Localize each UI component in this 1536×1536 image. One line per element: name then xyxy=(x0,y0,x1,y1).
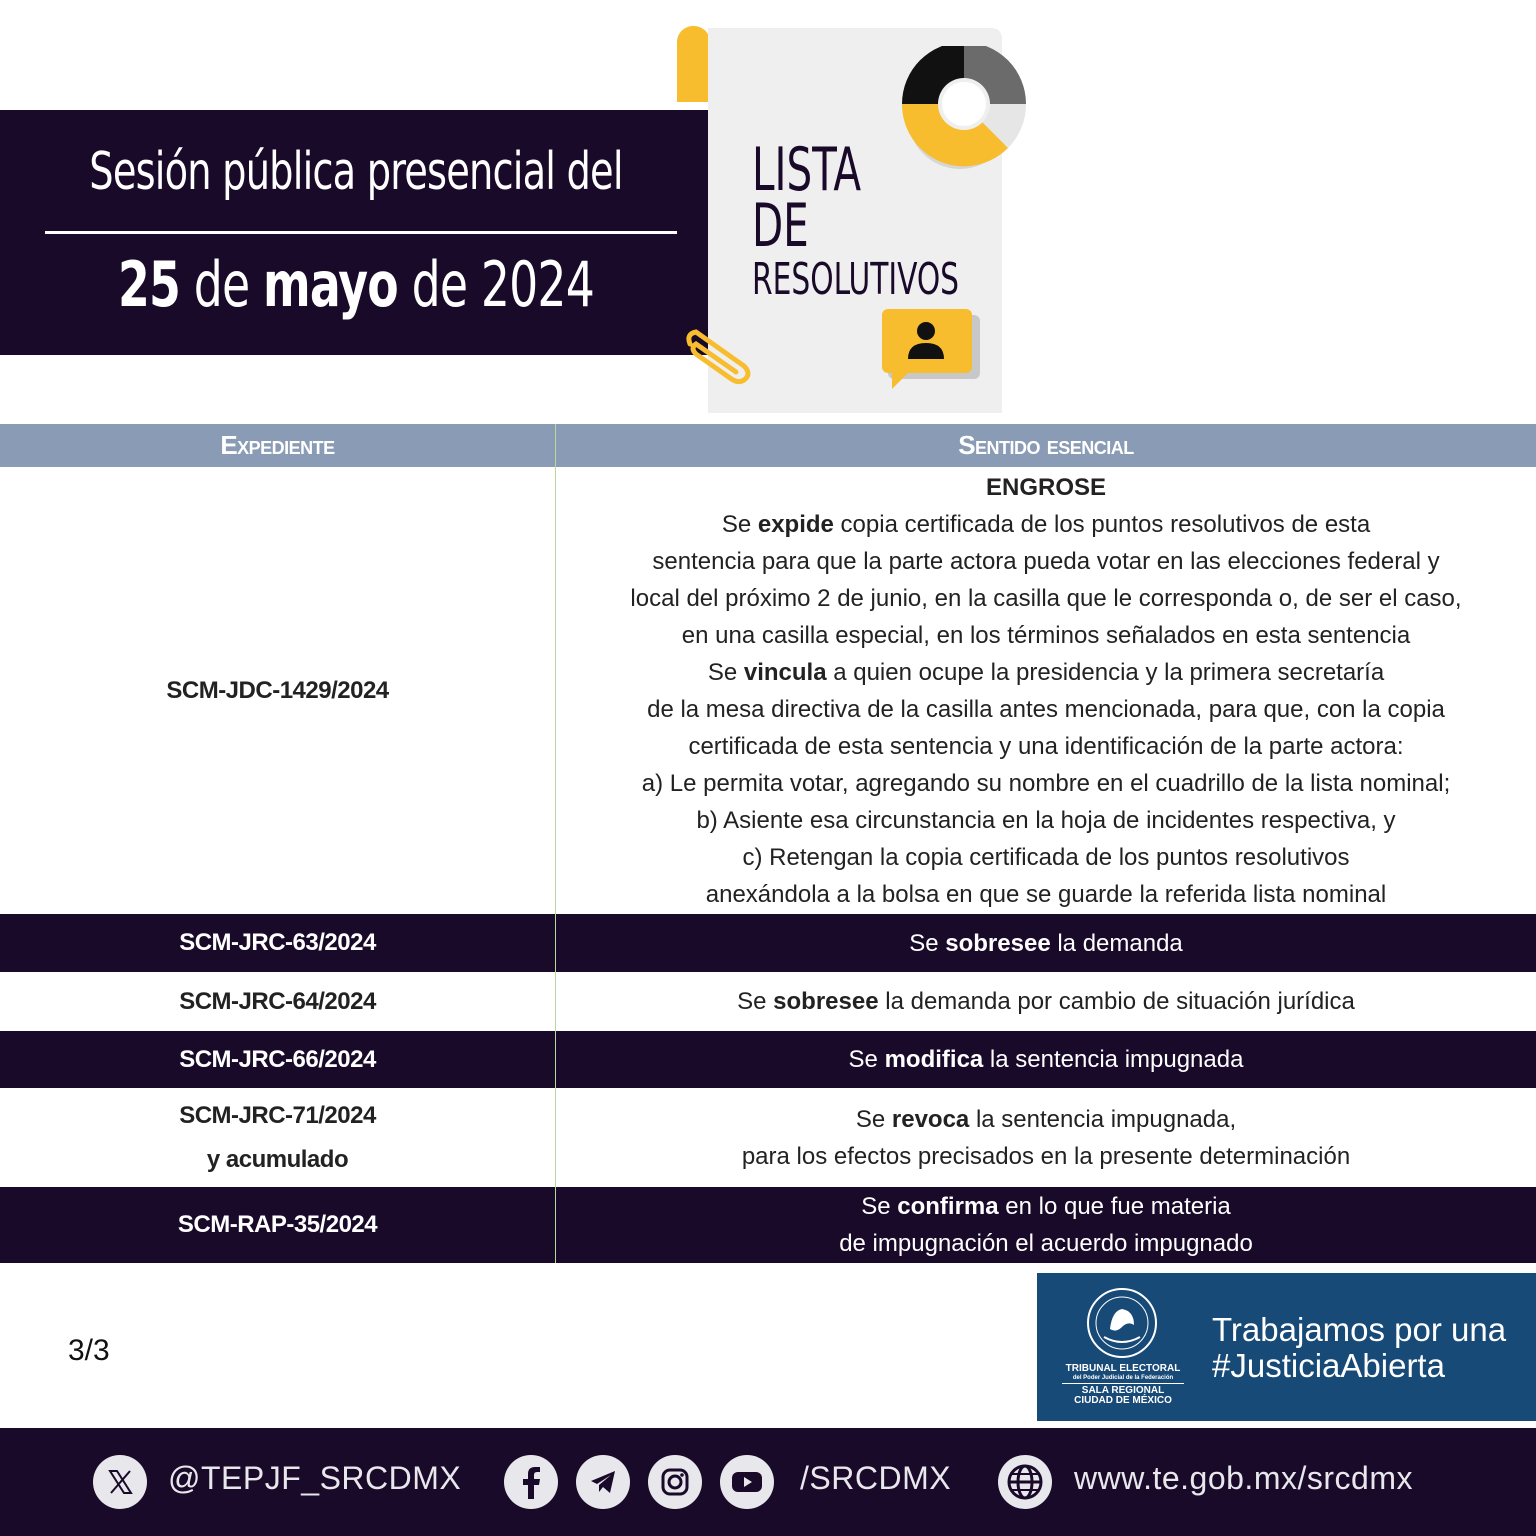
text-span: Se xyxy=(855,1105,892,1133)
date-de: de xyxy=(180,248,263,321)
page-number: 3/3 xyxy=(68,1334,110,1367)
expediente-id: SCM-JRC-66/2024 xyxy=(179,1045,376,1073)
session-date xyxy=(64,248,648,321)
sentido-line: local del próximo 2 de junio, en la casilla que le corresponda o, de ser el caso, xyxy=(630,585,1462,612)
text-span: la demanda por cambio de situación jurídica xyxy=(878,988,1355,1015)
expediente-suffix: y acumulado xyxy=(206,1145,349,1173)
document-tab xyxy=(677,26,710,102)
sentido-line: sentencia para que la parte actora pueda votar en las elecciones federal y xyxy=(652,548,1440,575)
document-title xyxy=(752,135,1028,305)
text-span: Se xyxy=(861,1193,898,1220)
sentido-line xyxy=(909,925,1183,962)
table-row xyxy=(0,914,1536,972)
table-header xyxy=(0,424,1536,467)
sentido-line: a) Le permita votar, agregando su nombre en el cuadrillo de la lista nominal; xyxy=(641,770,1451,797)
telegram-icon[interactable] xyxy=(576,1455,630,1509)
sentido-cell xyxy=(556,1031,1536,1088)
banner-divider xyxy=(45,231,677,234)
tribunal-name xyxy=(1062,1364,1184,1407)
date-month: mayo xyxy=(262,248,398,321)
header-sentido: Sentido esencial xyxy=(958,430,1134,460)
slogan-line1: Trabajamos por una xyxy=(1212,1311,1507,1348)
keyword: sobresee xyxy=(945,929,1051,957)
sentido-line: b) Asiente esa circunstancia en la hoja de incidentes respectiva, y xyxy=(696,807,1396,834)
resolutions-table xyxy=(0,424,1536,1263)
sentido-line: para los efectos precisados en la presente determinación xyxy=(741,1142,1351,1170)
sentido-cell xyxy=(556,467,1536,914)
expediente-cell xyxy=(0,972,556,1031)
keyword: modifica xyxy=(884,1046,984,1073)
sentido-line: anexándola a la bolsa en que se guarde la referida lista nominal xyxy=(705,881,1387,908)
national-seal-icon xyxy=(1082,1285,1162,1365)
table-row xyxy=(0,1187,1536,1263)
sentido-line xyxy=(986,469,1106,506)
table-row xyxy=(0,972,1536,1031)
sentido-cell xyxy=(556,1088,1536,1187)
sentido-line xyxy=(849,1041,1244,1078)
sentido-line: c) Retengan la copia certificada de los puntos resolutivos xyxy=(742,844,1350,871)
user-chat-bubble-icon xyxy=(878,305,983,393)
paperclip-icon xyxy=(682,326,754,388)
x-handle-link[interactable]: @TEPJF_SRCDMX xyxy=(168,1460,462,1496)
tribunal-name-line4: CIUDAD DE MÉXICO xyxy=(1074,1395,1172,1407)
text-span: Se xyxy=(848,1046,885,1073)
text-span: Se xyxy=(707,659,744,686)
date-year: 2024 xyxy=(480,248,594,321)
session-title: Sesión pública presencial del xyxy=(89,142,623,202)
keyword: revoca xyxy=(891,1105,970,1133)
sentido-cell xyxy=(556,972,1536,1031)
sentido-line: de impugnación el acuerdo impugnado xyxy=(839,1230,1253,1257)
tribunal-name-line1: TRIBUNAL ELECTORAL xyxy=(1065,1363,1181,1374)
keyword: expide xyxy=(757,511,834,538)
tribunal-slogan xyxy=(1212,1312,1506,1384)
sentido-line xyxy=(722,506,1370,543)
keyword: vincula xyxy=(743,659,827,686)
text-span: la demanda xyxy=(1050,929,1183,957)
doc-title-line1: LISTA xyxy=(752,135,862,205)
sentido-line: de la mesa directiva de la casilla antes mencionada, para que, con la copia xyxy=(647,696,1445,723)
table-row xyxy=(0,1031,1536,1088)
globe-icon[interactable] xyxy=(998,1455,1052,1509)
keyword: sobresee xyxy=(773,988,879,1015)
expediente-id: SCM-JRC-64/2024 xyxy=(179,987,376,1015)
engrose-label: ENGROSE xyxy=(985,474,1107,501)
social-handle-link[interactable]: /SRCDMX xyxy=(800,1460,952,1496)
sentido-line xyxy=(708,654,1384,691)
date-de: de xyxy=(397,248,481,321)
date-day: 25 xyxy=(118,248,181,321)
table-row xyxy=(0,1088,1536,1187)
tribunal-name-line3: SALA REGIONAL xyxy=(1081,1384,1165,1396)
expediente-cell xyxy=(0,1031,556,1088)
table-row xyxy=(0,467,1536,914)
keyword: confirma xyxy=(897,1193,999,1220)
x-icon[interactable] xyxy=(93,1455,147,1509)
instagram-icon[interactable] xyxy=(648,1455,702,1509)
expediente-cell xyxy=(0,467,556,914)
text-span: en lo que fue materia xyxy=(998,1193,1231,1220)
sentido-line xyxy=(856,1101,1236,1138)
doc-title-line2: DE xyxy=(752,191,809,261)
sentido-line: en una casilla especial, en los términos señalados en esta sentencia xyxy=(681,622,1411,649)
sentido-line xyxy=(737,983,1355,1020)
sentido-line: certificada de esta sentencia y una identificación de la parte actora: xyxy=(688,733,1404,760)
sentido-line xyxy=(861,1188,1231,1225)
website-link[interactable]: www.te.gob.mx/srcdmx xyxy=(1074,1460,1413,1496)
text-span: la sentencia impugnada, xyxy=(969,1105,1237,1133)
expediente-id: SCM-JDC-1429/2024 xyxy=(166,676,389,704)
text-span: Se xyxy=(737,988,774,1015)
expediente-id: SCM-JRC-63/2024 xyxy=(179,929,376,956)
text-span: Se xyxy=(909,929,946,957)
facebook-icon[interactable] xyxy=(504,1455,558,1509)
header-banner xyxy=(0,110,712,355)
expediente-id: SCM-JRC-71/2024 xyxy=(179,1101,376,1129)
text-span: a quien ocupe la presidencia y la primera secretaría xyxy=(826,659,1385,686)
youtube-icon[interactable] xyxy=(720,1455,774,1509)
text-span: Se xyxy=(721,511,758,538)
expediente-id: SCM-RAP-35/2024 xyxy=(177,1211,378,1238)
slogan-line2: #JusticiaAbierta xyxy=(1212,1347,1445,1384)
expediente-cell xyxy=(0,914,556,972)
sentido-cell xyxy=(556,914,1536,972)
expediente-cell xyxy=(0,1187,556,1263)
doc-title-line3: RESOLUTIVOS xyxy=(752,254,960,305)
text-span: la sentencia impugnada xyxy=(983,1046,1244,1073)
tribunal-name-line2: del Poder Judicial de la Federación xyxy=(1062,1375,1184,1384)
text-span: copia certificada de los puntos resolutivos de esta xyxy=(833,511,1371,538)
sentido-cell xyxy=(556,1187,1536,1263)
expediente-cell xyxy=(0,1088,556,1187)
header-expediente: Expediente xyxy=(0,424,556,467)
